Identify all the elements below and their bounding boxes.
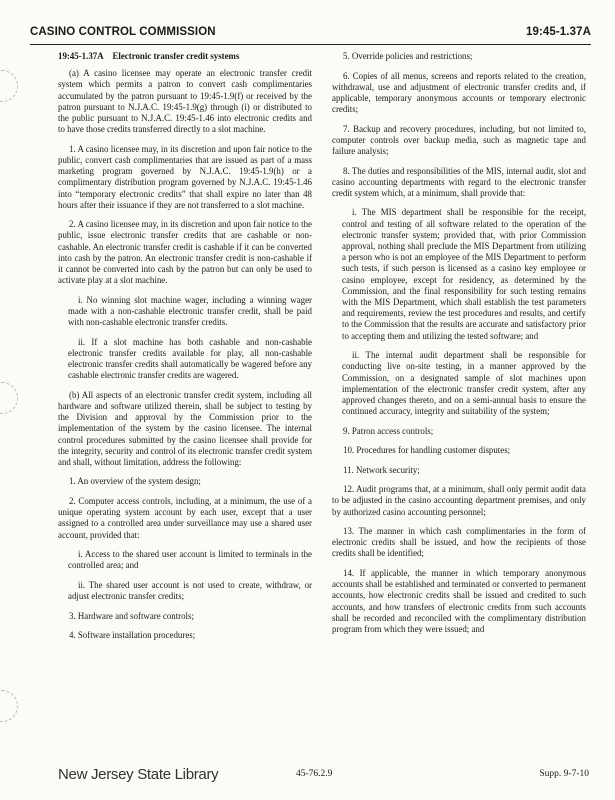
paragraph: 10. Procedures for handling customer disputes; [343, 445, 511, 456]
paragraph: 1. An overview of the system design; [69, 476, 201, 487]
paragraph: 13. The manner in which cash complimentaries in the form of electronic credits shall be issued, and how the recipients of those credits shall be identified; [332, 526, 586, 559]
paragraph: 6. Copies of all menus, screens and reports related to the creation, withdrawal, use and adjustment of electronic transfer credits and, if applicable, temporary anonymous accounts or temporary electronic credits; [332, 70, 586, 115]
right-column [332, 51, 586, 644]
punch-hole-top [0, 70, 18, 102]
paragraph: 12. Audit programs that, at a minimum, shall only permit audit data to be adjusted in the casino accounting department premises, and only by authorized casino accounting personnel; [332, 484, 586, 517]
page-footer [58, 766, 589, 783]
paragraph: 1. A casino licensee may, in its discretion and upon fair notice to the public, convert cash complimentaries that are issued as part of a mass marketing program governed by N.J.A.C. 19:45-1.9(h) or a complimentary distribution program governed by N.J.A.C. 19:45-1.46 into “temporary electronic credits” that shall expire no later than 48 hours after their issuance if they are not transferred to a slot machine. [58, 143, 312, 210]
paragraph: i. Access to the shared user account is limited to terminals in the controlled area; and [68, 549, 312, 571]
page-number: 45-76.2.9 [296, 769, 333, 779]
paragraph: 7. Backup and recovery procedures, including, but not limited to, computer controls over backup media, such as magnetic tape and failure analysis; [332, 123, 586, 157]
punch-hole-bottom [0, 690, 18, 722]
paragraph: 4. Software installation procedures; [69, 630, 196, 640]
paragraph: (a) A casino licensee may operate an electronic transfer credit system which permits a patron to convert cash complimentaries accumulated by the patron pursuant to 19:45-1.9(f) or received by the patron pursuant to N.J.A.C. 19:45-1.9(g) through (i) or distributed to the public pursuant to N.J.A.C. 19:45-1.46 into electronic credits and to have those credits transferred directly to a slot machine. [58, 68, 312, 135]
paragraph: ii. The internal audit department shall be responsible for conducting live on-site testing, in a manner approved by the Commission, on a designated sample of slot machines upon implementation of the electronic transfer credit system, after any approved changes thereto, and on a semi-annual basis to ensure the continued accuracy, integrity and suitability of the system; [342, 350, 586, 417]
paragraph: 8. The duties and responsibilities of the MIS, internal audit, slot and casino accounting departments with regard to the electronic transfer credit system which, at a minimum, shall provide that: [332, 165, 586, 198]
paragraph: (b) All aspects of an electronic transfer credit system, including all hardware and software utilized therein, shall be subject to testing by the Division and approval by the Commission prior to the implementation of the system by the casino licensee. The internal control procedures submitted by the casino licensee shall provide for the integrity, security and control of its electronic transfer credit system and shall, without limitation, address the following: [58, 389, 312, 467]
paragraph: i. The MIS department shall be responsible for the receipt, control and testing of all software related to the operation of the electronic transfer system; provided that, with prior Commission approval, nothing shall preclude the MIS Department from utilizing a person who is not an employee of the MIS Department to perform such tests, if such person is licensed as a casino key employee or casino employee, except for residency, as determined by the Commission, and the final responsibility for such testing remains with the MIS Department, which shall establish the test parameters and requirements, review the test procedures and results, and certify to the Commission that the results are accurate and satisfactory prior to accepting them and utilizing the tested software; and [342, 207, 586, 341]
left-column [58, 51, 312, 650]
header-section-number: 19:45-1.37A [525, 26, 591, 38]
left-column-paragraphs [58, 68, 312, 641]
header-title: CASINO CONTROL COMMISSION [30, 26, 216, 38]
running-header [30, 26, 591, 38]
paragraph: i. No winning slot machine wager, including a winning wager made with a non-cashable electronic transfer credit, shall be paid with non-cashable electronic transfer credits. [68, 294, 312, 328]
paragraph: 11. Network security; [343, 464, 420, 475]
supplement-date: Supp. 9-7-10 [539, 769, 589, 779]
paragraph: 2. A casino licensee may, in its discretion and upon fair notice to the public, issue electronic transfer credits that are cashable or non-cashable. An electronic transfer credit is cashable if it can be converted into cash by the patron. An electronic transfer credit is non-cashable if it cannot be converted into cash by the patron but can only be used to activate play at a slot machine. [58, 219, 312, 286]
header-rule [30, 44, 591, 45]
section-heading: 19:45-1.37A Electronic transfer credit systems [58, 51, 240, 61]
library-watermark: New Jersey State Library [58, 766, 219, 783]
punch-hole-middle [0, 382, 18, 414]
paragraph: ii. If a slot machine has both cashable and non-cashable electronic transfer credits available for play, all non-cashable electronic transfer credits shall automatically be wagered before any cashable electronic transfer credits are wagered. [68, 336, 312, 381]
paragraph: 9. Patron access controls; [343, 425, 434, 436]
paragraph: 3. Hardware and software controls; [69, 610, 194, 621]
paragraph: 2. Computer access controls, including, at a minimum, the use of a unique operating system account by each user, except that a user assigned to a controlled area under surveillance may use a shared user account, provided that: [58, 495, 312, 540]
paragraph: 5. Override policies and restrictions; [343, 51, 473, 61]
paragraph: 14. If applicable, the manner in which temporary anonymous accounts shall be established and terminated or converted to permanent accounts, how electronic credits shall be issued and credited to such accounts, and how transfers of electronic credits from such accounts shall be recorded and reconciled with the complimentary distribution program from which they were issued; and [332, 567, 586, 634]
paragraph: ii. The shared user account is not used to create, withdraw, or adjust electronic transfer credits; [68, 579, 312, 601]
right-column-paragraphs [332, 51, 586, 635]
